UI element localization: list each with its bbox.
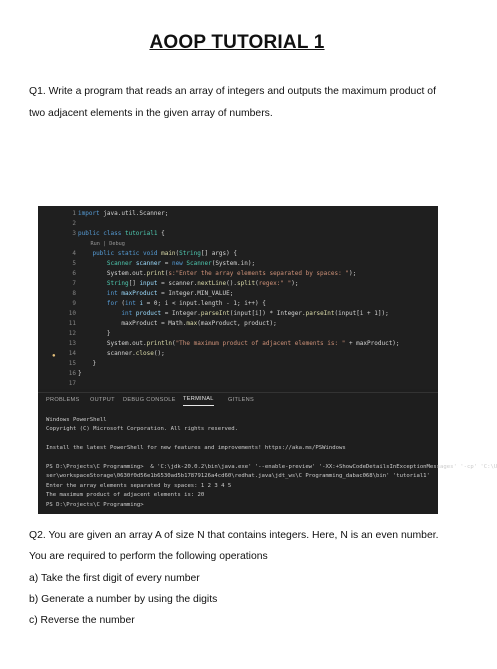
code-token: println xyxy=(146,340,172,347)
code-token: parseInt xyxy=(200,310,230,317)
code-token: int xyxy=(124,300,136,307)
code-token: ( xyxy=(164,270,169,277)
code-line xyxy=(38,349,438,359)
terminal-line: PS D:\Projects\C Programming> & 'C:\jdk-20.0.2\bin\java.exe' '--enable-preview' '-XX:+ShowCodeDetailsInExceptionMessages' '-cp' 'C:\U xyxy=(46,464,497,470)
code-line xyxy=(38,259,438,269)
code-text xyxy=(78,339,400,349)
code-token: public static void xyxy=(92,250,158,257)
code-text xyxy=(78,369,82,379)
code-text xyxy=(78,299,266,309)
code-token: int xyxy=(121,310,133,317)
code-token: { xyxy=(157,230,165,237)
question-2-item-c: c) Reverse the number xyxy=(29,615,135,626)
lightbulb-icon: ● xyxy=(52,353,56,359)
code-token: max xyxy=(186,320,198,327)
code-token: } xyxy=(78,370,82,377)
code-token: scanner. xyxy=(78,350,136,357)
code-token xyxy=(78,300,107,307)
line-number: 7 xyxy=(72,280,76,287)
code-line xyxy=(38,219,438,229)
code-line xyxy=(38,359,438,369)
code-text xyxy=(78,349,165,359)
line-number: 14 xyxy=(68,350,76,357)
code-token: (). xyxy=(226,280,237,287)
code-token: Scanner xyxy=(182,260,212,267)
code-text xyxy=(78,229,165,239)
code-token: input xyxy=(139,280,158,287)
code-line xyxy=(38,209,438,219)
line-number: 17 xyxy=(68,380,76,387)
code-text xyxy=(78,259,255,269)
code-token: Run | Debug xyxy=(78,241,125,247)
code-line xyxy=(38,249,438,259)
code-line xyxy=(38,309,438,319)
line-number: 13 xyxy=(68,340,76,347)
code-line xyxy=(38,299,438,309)
code-token: public class xyxy=(78,230,122,237)
code-token: (input[i]) * Integer. xyxy=(229,310,306,317)
code-token: ); xyxy=(291,280,299,287)
terminal-line xyxy=(46,435,436,444)
code-editor xyxy=(38,206,438,389)
line-number: 10 xyxy=(68,310,76,317)
code-token: String xyxy=(106,280,129,287)
code-text xyxy=(78,289,233,299)
code-token: [] xyxy=(128,280,140,287)
code-token xyxy=(78,250,92,257)
code-token: } xyxy=(78,330,111,337)
code-text xyxy=(78,269,356,279)
terminal-line: Copyright (C) Microsoft Corporation. All rights reserved. xyxy=(46,426,238,433)
line-number: 1 xyxy=(72,210,76,217)
code-token: = Integer. xyxy=(161,310,201,317)
code-text xyxy=(78,249,237,259)
question-2-line-1: Q2. You are given an array A of size N that contains integers. Here, N is an even number. xyxy=(29,530,439,541)
code-token: Scanner xyxy=(106,260,133,267)
code-text xyxy=(78,329,111,339)
tab-problems[interactable]: PROBLEMS xyxy=(46,397,80,403)
line-number: 2 xyxy=(72,220,76,227)
code-token: product xyxy=(132,310,162,317)
code-text xyxy=(78,359,96,369)
code-token: new xyxy=(171,260,183,267)
code-token: + maxProduct); xyxy=(345,340,400,347)
terminal-line: Install the latest PowerShell for new features and improvements! https://aka.ms/PSWindows xyxy=(46,445,346,452)
code-token: parseInt xyxy=(305,310,335,317)
code-token: maxProduct xyxy=(117,290,158,297)
code-token: import xyxy=(78,210,100,217)
code-token xyxy=(78,260,107,267)
terminal-line: ser\workspaceStorage\0630f0d56e1b6530ad5b17879126a4cd60\redhat.java\jdt_ws\C Programming_dabac068\bin' 'tutorial1' xyxy=(46,473,430,480)
code-line xyxy=(38,369,438,379)
question-2-item-a: a) Take the first digit of every number xyxy=(29,573,200,584)
code-text xyxy=(78,209,168,219)
panel-tab-bar xyxy=(38,392,438,407)
line-number: 8 xyxy=(72,290,76,297)
code-token: = Integer.MIN_VALUE; xyxy=(157,290,234,297)
question-2-item-b: b) Generate a number by using the digits xyxy=(29,594,218,605)
code-token: (System.in); xyxy=(211,260,256,267)
tab-gitlens[interactable]: GITLENS xyxy=(228,397,255,403)
code-token: = xyxy=(161,260,172,267)
line-number: 6 xyxy=(72,270,76,277)
code-token: } xyxy=(78,360,97,367)
code-token: for xyxy=(106,300,118,307)
code-token: (maxProduct, product); xyxy=(197,320,277,327)
code-token: java.util.Scanner; xyxy=(99,210,169,217)
terminal-line xyxy=(46,454,436,463)
code-line xyxy=(38,229,438,239)
code-token: int xyxy=(106,290,118,297)
terminal-line: Windows PowerShell xyxy=(46,417,107,423)
code-token: ( xyxy=(117,300,125,307)
code-token: "The maximum product of adjacent elements is: " xyxy=(175,340,346,347)
line-number: 9 xyxy=(72,300,76,307)
code-token: maxProduct = Math. xyxy=(78,320,187,327)
code-token xyxy=(78,280,107,287)
code-text xyxy=(78,319,277,329)
code-line xyxy=(38,279,438,289)
terminal-line: Enter the array elements separated by spaces: 1 2 3 4 5 xyxy=(46,482,232,489)
code-token: scanner xyxy=(132,260,162,267)
line-number: 3 xyxy=(72,230,76,237)
code-line xyxy=(38,239,438,249)
line-number: 11 xyxy=(68,320,76,327)
code-token: tutorial1 xyxy=(121,230,158,237)
code-token: String xyxy=(179,250,201,257)
code-token: print xyxy=(146,270,165,277)
tab-terminal[interactable]: TERMINAL xyxy=(183,393,214,406)
code-line xyxy=(38,319,438,329)
code-token: ( xyxy=(171,340,176,347)
code-token: = scanner. xyxy=(157,280,198,287)
code-text xyxy=(78,279,298,289)
page-title: AOOP TUTORIAL 1 xyxy=(149,32,325,53)
code-text xyxy=(78,239,125,249)
terminal-line: PS D:\Projects\C Programming> xyxy=(46,501,144,508)
code-token: ( xyxy=(175,250,180,257)
code-token xyxy=(78,310,121,317)
code-token: nextLine xyxy=(197,280,227,287)
question-2-line-2: You are required to perform the following operations xyxy=(29,551,268,562)
code-text xyxy=(78,309,389,319)
code-line xyxy=(38,289,438,299)
code-token: main xyxy=(157,250,176,257)
code-token: (); xyxy=(153,350,165,357)
tab-debug-console[interactable]: DEBUG CONSOLE xyxy=(123,397,176,403)
code-token: s:"Enter the array elements separated by spaces: " xyxy=(168,270,349,277)
question-1-line-2: two adjacent elements in the given array of numbers. xyxy=(29,108,273,119)
terminal-line: The maximum product of adjacent elements is: 20 xyxy=(46,492,205,499)
line-number: 5 xyxy=(72,260,76,267)
code-token: (input[i + 1]); xyxy=(334,310,389,317)
line-number: 15 xyxy=(68,360,76,367)
code-token: split xyxy=(237,280,256,287)
code-line xyxy=(38,379,438,389)
line-number: 4 xyxy=(72,250,76,257)
code-line xyxy=(38,329,438,339)
question-1-line-1: Q1. Write a program that reads an array of integers and outputs the maximum product of xyxy=(29,86,436,97)
code-token: i xyxy=(135,300,144,307)
code-token: System.out. xyxy=(78,340,147,347)
code-token: ( xyxy=(255,280,259,287)
code-token: close xyxy=(135,350,154,357)
line-number: 16 xyxy=(68,370,76,377)
code-line xyxy=(38,339,438,349)
code-line xyxy=(38,269,438,279)
code-token: = 0; i < input.length - 1; i++) { xyxy=(143,300,266,307)
code-token: regex:" " xyxy=(258,280,292,287)
line-number: 12 xyxy=(68,330,76,337)
code-token xyxy=(78,290,107,297)
code-token: [] args) { xyxy=(200,250,237,257)
tab-output[interactable]: OUTPUT xyxy=(90,397,115,403)
code-screenshot xyxy=(38,206,497,514)
code-token: ); xyxy=(348,270,357,277)
code-token: System.out. xyxy=(78,270,147,277)
